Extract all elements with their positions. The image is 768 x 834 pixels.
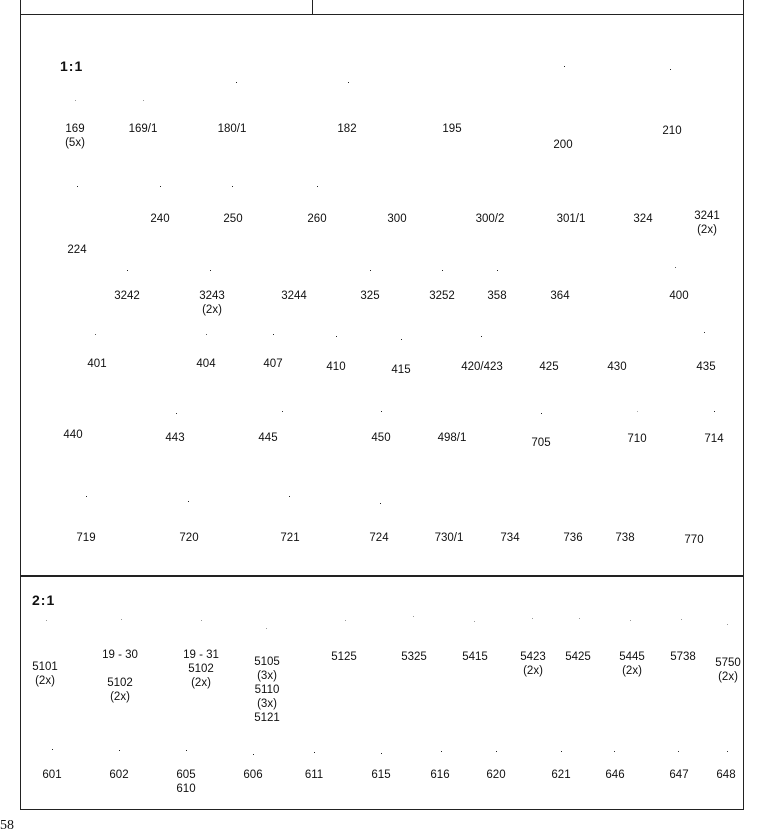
jewel-label-601: 601	[42, 769, 62, 781]
part-label-420_423: 420/423	[461, 361, 503, 373]
part-label-721: 721	[280, 532, 300, 544]
part-label-400: 400	[669, 290, 689, 302]
part-label-300: 300	[387, 213, 407, 225]
part-label-200: 200	[553, 139, 573, 151]
screw-label-5425: 5425	[565, 651, 591, 663]
crown-wheel-icon	[348, 82, 349, 83]
dot-icon	[442, 270, 443, 271]
part-label-440: 440	[63, 429, 83, 441]
screw-label-5445: 5445 (2x)	[619, 651, 645, 677]
part-label-358: 358	[487, 290, 507, 302]
part-label-3252: 3252	[429, 290, 455, 302]
screw-label-5325: 5325	[401, 651, 427, 663]
top-rule	[20, 14, 744, 15]
part-label-210: 210	[662, 125, 682, 137]
part-label-770: 770	[684, 534, 704, 546]
part-label-364: 364	[550, 290, 570, 302]
spring-icon	[549, 336, 550, 337]
lever-icon	[704, 332, 705, 333]
part-label-410: 410	[326, 361, 346, 373]
part-label-730_1: 730/1	[434, 532, 464, 544]
screw-small-icon	[75, 100, 76, 101]
part-label-3243: 3243 (2x)	[199, 290, 225, 316]
part-label-498_1: 498/1	[437, 432, 467, 444]
jewel-icon	[561, 751, 562, 752]
screw-icon	[46, 620, 47, 621]
part-label-169_1: 169/1	[128, 123, 158, 135]
jewel-icon	[571, 503, 572, 504]
screw-label-5102b: 19 - 31 5102 (2x)	[183, 649, 219, 689]
section-divider	[20, 575, 744, 577]
part-label-169: 169 (5x)	[65, 123, 85, 149]
balance-wheel-icon	[289, 496, 290, 497]
top-column-divider	[312, 0, 313, 14]
pinion-icon	[273, 334, 274, 335]
jewel-label-647: 647	[669, 769, 689, 781]
part-label-407: 407	[263, 358, 283, 370]
part-label-705: 705	[531, 437, 551, 449]
part-label-260: 260	[307, 213, 327, 225]
part-label-3242: 3242	[114, 290, 140, 302]
stem-icon	[675, 267, 676, 268]
stud-icon	[449, 85, 450, 86]
lever-icon	[176, 413, 177, 414]
jewel-label-615: 615	[371, 769, 391, 781]
screw-icon	[121, 619, 122, 620]
part-label-240: 240	[150, 213, 170, 225]
gear-icon	[232, 186, 233, 187]
screw-small-icon	[143, 100, 144, 101]
barrel-wheel-icon	[236, 82, 237, 83]
part-label-301_1: 301/1	[556, 213, 586, 225]
screw-label-5101: 5101 (2x)	[32, 661, 58, 687]
ring-icon	[452, 411, 453, 412]
jewel-icon	[119, 750, 120, 751]
clip-icon	[490, 186, 491, 187]
screw-icon	[201, 620, 202, 621]
center-wheel-icon	[564, 66, 565, 67]
jewel-icon	[52, 749, 53, 750]
part-label-425: 425	[539, 361, 559, 373]
part-label-714: 714	[704, 433, 724, 445]
part-label-224: 224	[67, 244, 87, 256]
wire-spring-icon	[72, 415, 73, 416]
part-label-719: 719	[76, 532, 96, 544]
jewel-icon	[381, 753, 382, 754]
screw-label-5750: 5750 (2x)	[715, 657, 741, 683]
part-label-404: 404	[196, 358, 216, 370]
screw-icon	[413, 616, 414, 617]
part-label-195: 195	[442, 123, 462, 135]
jewel-label-621: 621	[551, 769, 571, 781]
screw-icon	[727, 624, 728, 625]
jewel-label-602: 602	[109, 769, 129, 781]
part-label-250: 250	[223, 213, 243, 225]
escape-wheel-icon	[541, 413, 542, 414]
screw-icon	[266, 628, 267, 629]
washer-icon	[210, 270, 211, 271]
gear-icon	[336, 336, 337, 337]
part-label-724: 724	[369, 532, 389, 544]
part-label-180_1: 180/1	[217, 123, 247, 135]
jewel-icon	[441, 751, 442, 752]
jewel-pin-icon	[727, 751, 728, 752]
screw-icon	[579, 618, 580, 619]
jewel-icon	[314, 752, 315, 753]
part-label-435: 435	[696, 361, 716, 373]
part-label-734: 734	[500, 532, 520, 544]
part-label-720: 720	[179, 532, 199, 544]
staff-icon	[380, 503, 381, 504]
spring-icon	[560, 268, 561, 269]
jewel-pin-icon	[614, 751, 615, 752]
jewel-icon	[496, 751, 497, 752]
part-label-324: 324	[633, 213, 653, 225]
pin-icon	[714, 411, 715, 412]
hairspring-icon	[691, 496, 692, 497]
pin-icon	[160, 186, 161, 187]
part-label-3244: 3244	[281, 290, 307, 302]
lever-icon	[282, 411, 283, 412]
jewel-pin-icon	[678, 751, 679, 752]
screw-label-5423: 5423 (2x)	[520, 651, 546, 677]
jewel-label-616: 616	[430, 769, 450, 781]
gear-icon	[381, 411, 382, 412]
part-label-430: 430	[607, 361, 627, 373]
scale-label-1-1: 1:1	[60, 58, 84, 74]
part-label-401: 401	[87, 358, 107, 370]
balance-wheel-icon	[188, 501, 189, 502]
jewel-label-606: 606	[243, 769, 263, 781]
gear-icon	[317, 186, 318, 187]
pallet-fork-icon	[637, 411, 638, 412]
part-label-3241: 3241 (2x)	[694, 210, 720, 236]
screw-label-5738: 5738	[670, 651, 696, 663]
spring-clip-icon	[294, 268, 295, 269]
screw-icon	[474, 621, 475, 622]
jewel-icon	[186, 750, 187, 751]
jewel-label-648: 648	[716, 769, 736, 781]
stem-icon	[95, 334, 96, 335]
scale-label-2-1: 2:1	[32, 592, 56, 608]
jewel-label-611: 611	[304, 769, 324, 781]
clip-icon	[571, 186, 572, 187]
part-label-450: 450	[371, 432, 391, 444]
fourth-wheel-icon	[77, 186, 78, 187]
screw-label-5105: 5105 (3x) 5110 (3x) 5121	[254, 656, 280, 724]
wire-spring-icon	[617, 338, 618, 339]
pin-icon	[497, 270, 498, 271]
part-label-415: 415	[391, 364, 411, 376]
third-wheel-icon	[670, 69, 671, 70]
jewel-label-646: 646	[605, 769, 625, 781]
jewel-icon	[444, 499, 445, 500]
gear-icon	[401, 339, 402, 340]
pinion-icon	[370, 270, 371, 271]
balance-wheel-icon	[86, 496, 87, 497]
jewel-label-605: 605 610	[176, 769, 196, 795]
jewel-icon	[253, 754, 254, 755]
screw-label-5415: 5415	[462, 651, 488, 663]
ring-icon	[707, 181, 708, 182]
part-label-736: 736	[563, 532, 583, 544]
part-label-443: 443	[165, 432, 185, 444]
screw-icon	[681, 619, 682, 620]
part-label-325: 325	[360, 290, 380, 302]
part-label-300_2: 300/2	[475, 213, 505, 225]
part-label-182: 182	[337, 123, 357, 135]
screw-label-5102a: 19 - 30 5102 (2x)	[102, 649, 138, 703]
screw-label-5125: 5125	[331, 651, 357, 663]
jewel-icon	[626, 503, 627, 504]
part-label-710: 710	[627, 433, 647, 445]
spring-icon	[398, 186, 399, 187]
screw-icon	[532, 618, 533, 619]
gear-icon	[481, 336, 482, 337]
part-label-445: 445	[258, 432, 278, 444]
stem-icon	[206, 334, 207, 335]
page-number: 58	[0, 818, 14, 833]
jewel-label-620: 620	[486, 769, 506, 781]
disc-icon	[510, 500, 511, 501]
part-label-738: 738	[615, 532, 635, 544]
dot-icon	[127, 270, 128, 271]
screw-icon	[630, 620, 631, 621]
screw-icon	[345, 620, 346, 621]
sleeve-icon	[643, 183, 644, 184]
